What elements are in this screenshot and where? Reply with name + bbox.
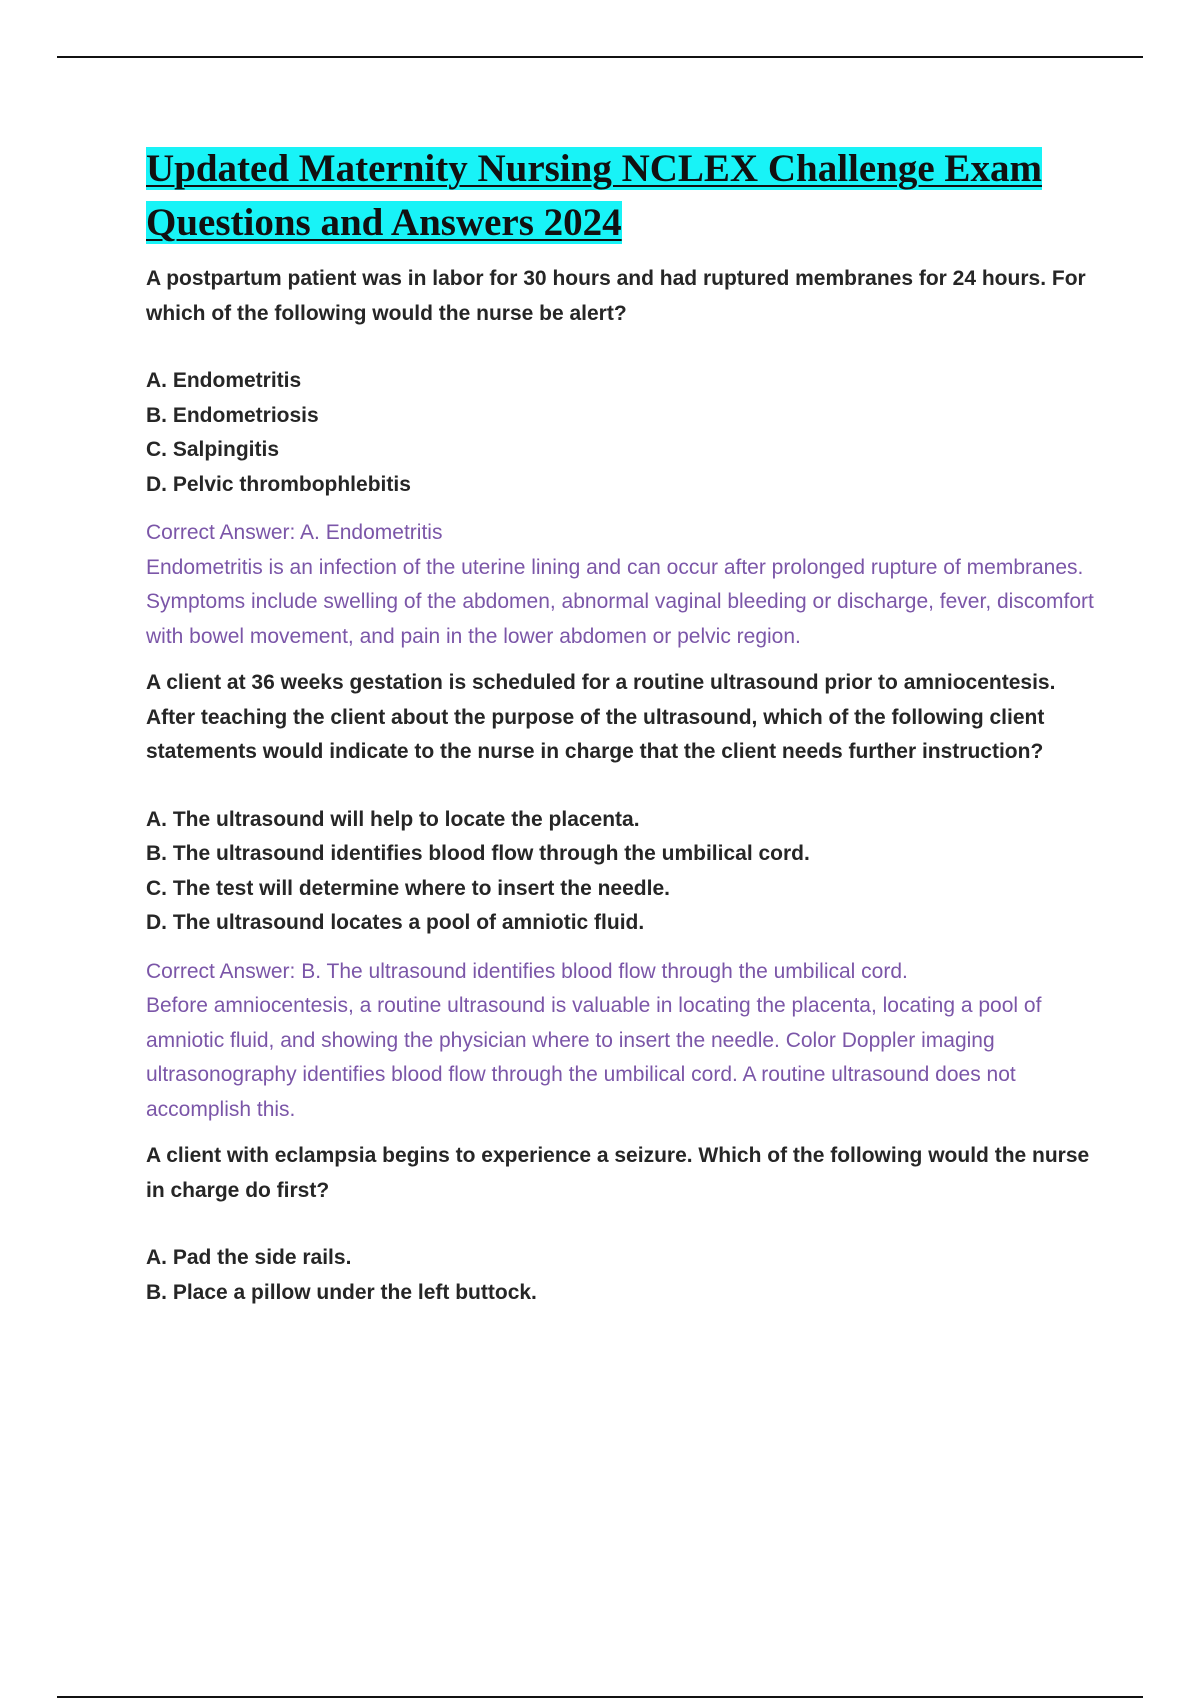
option-a: A. Pad the side rails.	[146, 1246, 352, 1269]
question-block-3	[146, 1139, 1096, 1310]
correct-answer: Correct Answer: A. Endometritis	[146, 521, 443, 544]
option-c: C. Salpingitis	[146, 438, 280, 461]
question-stem: A client with eclampsia begins to experience a seizure. Which of the following would the nurse in charge do first?	[146, 1144, 1090, 1202]
option-a: A. The ultrasound will help to locate the placenta.	[146, 807, 640, 831]
option-a: A. Endometritis	[146, 369, 302, 392]
answer-explanation	[146, 955, 1096, 1128]
question-block-2	[146, 666, 1096, 1127]
option-b: B. Endometriosis	[146, 403, 319, 427]
header-rule	[57, 56, 1143, 58]
question-block-1	[146, 262, 1096, 654]
rationale: Before amniocentesis, a routine ultrasound is valuable in locating the placenta, locating a pool of amniotic fluid, and showing the physician where to insert the needle. Color Doppler imaging ultrasonography identifies blood flow through the umbilical cord. A routine ultrasound does not accomplish this.	[146, 994, 1042, 1121]
option-b: B. Place a pillow under the left buttock.	[146, 1280, 537, 1304]
question-stem: A postpartum patient was in labor for 30 hours and had ruptured membranes for 24 hours. For which of the following would the nurse be alert?	[146, 267, 1086, 325]
option-b: B. The ultrasound identifies blood flow through the umbilical cord.	[146, 842, 810, 865]
page-title	[146, 142, 1096, 250]
correct-answer: Correct Answer: B. The ultrasound identifies blood flow through the umbilical cord.	[146, 959, 908, 983]
answer-options	[146, 803, 1096, 941]
question-stem: A client at 36 weeks gestation is scheduled for a routine ultrasound prior to amniocentesis. After teaching the client about the purpose of the ultrasound, which of the following client statements would indicate to the nurse in charge that the client needs further instruction?	[146, 671, 1056, 763]
document-body	[146, 142, 1096, 1310]
option-d: D. Pelvic thrombophlebitis	[146, 472, 411, 496]
option-d: D. The ultrasound locates a pool of amniotic fluid.	[146, 911, 645, 934]
rationale: Endometritis is an infection of the uterine lining and can occur after prolonged rupture of membranes. Symptoms include swelling of the abdomen, abnormal vaginal bleeding or discharge, fever, discomfort with bowel movement, and pain in the lower abdomen or pelvic region.	[146, 555, 1094, 648]
option-c: C. The test will determine where to insert the needle.	[146, 876, 670, 900]
answer-options	[146, 1241, 1096, 1310]
footer-rule	[57, 1696, 1143, 1698]
answer-explanation	[146, 516, 1096, 654]
answer-options	[146, 364, 1096, 502]
page-title-text: Updated Maternity Nursing NCLEX Challenge Exam Questions and Answers 2024	[146, 147, 1042, 244]
